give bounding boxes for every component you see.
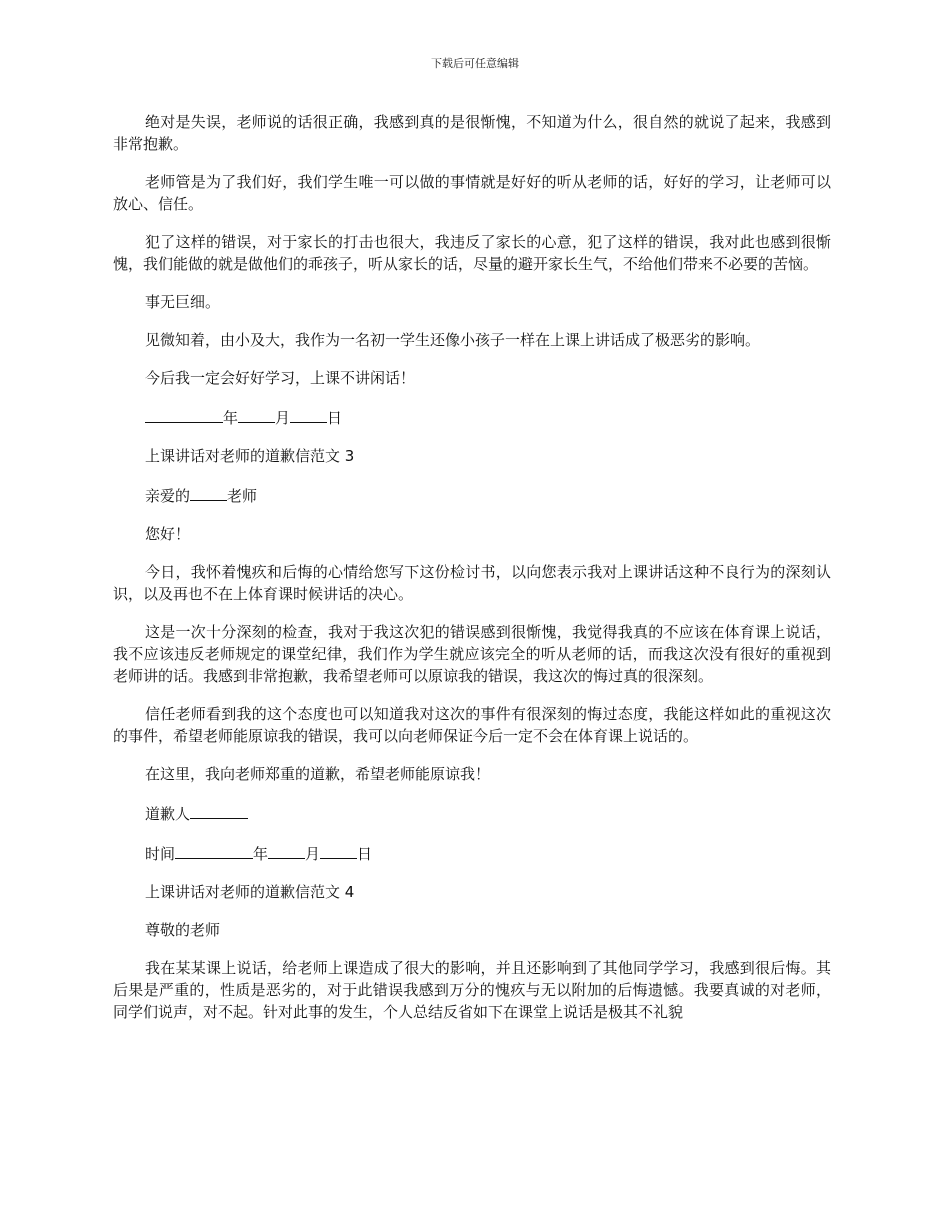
year-blank	[175, 841, 253, 859]
day-label: 日	[327, 409, 343, 427]
day-blank	[320, 841, 357, 859]
date-line	[113, 405, 831, 429]
teacher-name-blank	[190, 483, 227, 501]
month-label: 月	[305, 845, 321, 863]
greeting-line	[113, 483, 831, 507]
salutation: 尊敬的老师	[145, 921, 221, 939]
date-line	[113, 841, 831, 865]
paragraph: 老师管是为了我们好，我们学生唯一可以做的事情就是好好的听从老师的话，好好的学习，让老师可以放心、信任。	[113, 173, 831, 213]
paragraph: 信任老师看到我的这个态度也可以知道我对这次的事件有很深刻的悔过态度，我能这样如此的重视这次的事件，希望老师能原谅我的错误，我可以向老师保证今后一定不会在体育课上说话的。	[113, 705, 831, 745]
greeting-suffix: 老师	[227, 487, 258, 505]
day-blank	[290, 405, 327, 423]
month-blank	[268, 841, 305, 859]
month-blank	[238, 405, 275, 423]
greeting-prefix: 亲爱的	[145, 487, 191, 505]
paragraph: 我在某某课上说话，给老师上课造成了很大的影响，并且还影响到了其他同学学习，我感到很后悔。其后果是严重的，性质是恶劣的，对于此错误我感到万分的愧疚与无以附加的后悔遗憾。我要真诚的对老师，同学们说声，对不起。针对此事的发生，个人总结反省如下在课堂上说话是极其不礼貌	[113, 959, 831, 1021]
year-blank	[145, 405, 223, 423]
letter-body	[113, 111, 831, 1039]
page-header: 下载后可任意编辑	[431, 57, 519, 70]
date-prefix: 时间	[145, 845, 176, 863]
paragraph: 见微知着，由小及大，我作为一名初一学生还像小孩子一样在上课上讲话成了极恶劣的影响。	[145, 331, 761, 349]
paragraph: 犯了这样的错误，对于家长的打击也很大，我违反了家长的心意，犯了这样的错误，我对此也感到很惭愧，我们能做的就是做他们的乖孩子，听从家长的话，尽量的避开家长生气，不给他们带来不必要的苦恼。	[113, 233, 831, 273]
year-label: 年	[253, 845, 269, 863]
section-title: 上课讲话对老师的道歉信范文 4	[145, 883, 355, 901]
section-title: 上课讲话对老师的道歉信范文 3	[145, 447, 355, 465]
paragraph: 事无巨细。	[145, 293, 221, 311]
day-label: 日	[357, 845, 373, 863]
signer-label: 道歉人	[145, 805, 191, 823]
month-label: 月	[275, 409, 291, 427]
signer-blank	[190, 801, 248, 819]
paragraph: 绝对是失误，老师说的话很正确，我感到真的是很惭愧，不知道为什么，很自然的就说了起来，我感到非常抱歉。	[113, 113, 831, 153]
year-label: 年	[223, 409, 239, 427]
paragraph: 这是一次十分深刻的检查，我对于我这次犯的错误感到很惭愧，我觉得我真的不应该在体育课上说话，我不应该违反老师规定的课堂纪律，我们作为学生就应该完全的听从老师的话，而我这次没有很好的重视到老师讲的话。我感到非常抱歉，我希望老师可以原谅我的错误，我这次的悔过真的很深刻。	[113, 623, 831, 685]
paragraph: 在这里，我向老师郑重的道歉，希望老师能原谅我！	[145, 765, 491, 783]
hello-line: 您好！	[145, 525, 191, 543]
paragraph: 今后我一定会好好学习，上课不讲闲话！	[145, 369, 416, 387]
signer-line	[113, 801, 831, 825]
paragraph: 今日，我怀着愧疚和后悔的心情给您写下这份检讨书，以向您表示我对上课讲话这种不良行为的深刻认识，以及再也不在上体育课时候讲话的决心。	[113, 563, 831, 603]
